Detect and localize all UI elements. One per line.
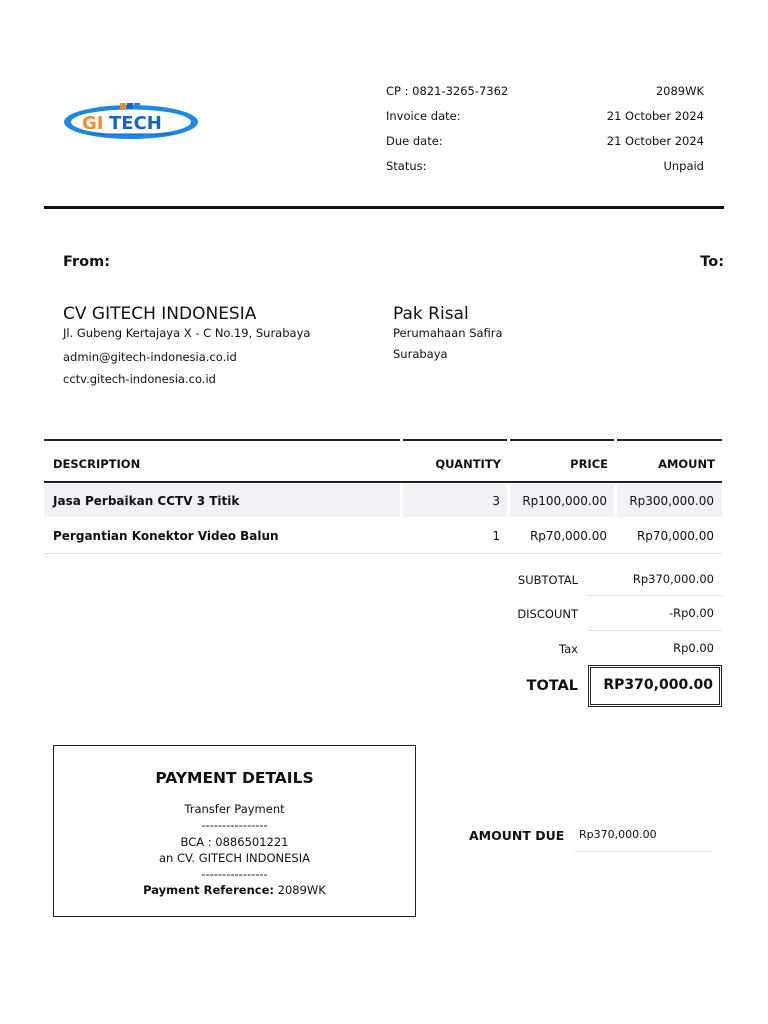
amount-due-divider bbox=[575, 851, 712, 852]
payment-reference bbox=[54, 883, 415, 897]
amount-due-label: AMOUNT DUE bbox=[469, 828, 565, 843]
item-amount: Rp300,000.00 bbox=[629, 494, 714, 508]
contact-phone: CP : 0821-3265-7362 bbox=[386, 84, 509, 98]
item-quantity: 3 bbox=[492, 494, 500, 508]
header-divider bbox=[44, 481, 722, 483]
svg-text:GI: GI bbox=[82, 113, 104, 134]
svg-text:TECH: TECH bbox=[109, 113, 162, 134]
total-value: RP370,000.00 bbox=[603, 677, 713, 693]
table-bottom-rule bbox=[44, 553, 722, 554]
sender-website: cctv.gitech-indonesia.co.id bbox=[63, 372, 216, 386]
sender-email: admin@gitech-indonesia.co.id bbox=[63, 350, 237, 364]
item-amount: Rp70,000.00 bbox=[636, 529, 714, 543]
bank-account: BCA : 0886501221 bbox=[180, 835, 289, 849]
totals-divider bbox=[588, 595, 722, 596]
subtotal-label: SUBTOTAL bbox=[517, 573, 578, 587]
payment-reference-value: 2089WK bbox=[277, 883, 326, 897]
column-top-rule bbox=[510, 439, 614, 441]
due-date-row bbox=[386, 134, 704, 154]
company-logo bbox=[62, 100, 200, 142]
column-top-rule bbox=[44, 439, 400, 441]
total-label: TOTAL bbox=[526, 678, 578, 694]
total-box bbox=[588, 665, 722, 707]
status-value: Unpaid bbox=[663, 159, 704, 173]
payment-divider: ---------------- bbox=[201, 818, 268, 832]
invoice-date-row bbox=[386, 109, 704, 129]
from-heading: From: bbox=[63, 254, 110, 270]
item-price: Rp100,000.00 bbox=[522, 494, 607, 508]
header-amount: AMOUNT bbox=[658, 457, 715, 471]
column-top-rule bbox=[617, 439, 722, 441]
status-row bbox=[386, 159, 704, 179]
payment-title: PAYMENT DETAILS bbox=[155, 769, 314, 787]
invoice-number: 2089WK bbox=[655, 84, 704, 98]
due-date-label: Due date: bbox=[386, 134, 443, 148]
header-price: PRICE bbox=[570, 457, 608, 471]
account-name: an CV. GITECH INDONESIA bbox=[159, 851, 310, 865]
payment-reference-label: Payment Reference: bbox=[143, 883, 274, 897]
header-description: DESCRIPTION bbox=[53, 457, 141, 471]
invoice-date-value: 21 October 2024 bbox=[606, 109, 704, 123]
tax-value: Rp0.00 bbox=[673, 641, 714, 655]
header-divider bbox=[44, 206, 724, 209]
subtotal-value: Rp370,000.00 bbox=[632, 572, 714, 586]
to-heading: To: bbox=[700, 254, 724, 270]
column-top-rule bbox=[403, 439, 507, 441]
payment-details-box bbox=[53, 745, 416, 917]
discount-value: -Rp0.00 bbox=[668, 606, 714, 620]
item-description: Jasa Perbaikan CCTV 3 Titik bbox=[53, 494, 240, 508]
item-description: Pergantian Konektor Video Balun bbox=[53, 529, 279, 543]
sender-name: CV GITECH INDONESIA bbox=[63, 304, 257, 324]
sender-address: Jl. Gubeng Kertajaya X - C No.19, Surabaya bbox=[63, 326, 311, 340]
tax-label: Tax bbox=[559, 642, 578, 656]
contact-row bbox=[386, 84, 704, 104]
status-label: Status: bbox=[386, 159, 427, 173]
discount-label: DISCOUNT bbox=[517, 607, 578, 621]
header-quantity: QUANTITY bbox=[435, 457, 501, 471]
item-quantity: 1 bbox=[492, 529, 500, 543]
payment-method: Transfer Payment bbox=[184, 802, 285, 816]
item-price: Rp70,000.00 bbox=[529, 529, 607, 543]
amount-due-value: Rp370,000.00 bbox=[579, 828, 657, 841]
totals-divider bbox=[588, 630, 722, 631]
recipient-name: Pak Risal bbox=[393, 304, 469, 324]
payment-divider: ---------------- bbox=[201, 867, 268, 881]
recipient-address-line1: Perumahaan Safira bbox=[393, 326, 503, 340]
due-date-value: 21 October 2024 bbox=[606, 134, 704, 148]
invoice-date-label: Invoice date: bbox=[386, 109, 461, 123]
recipient-address-line2: Surabaya bbox=[393, 347, 448, 361]
